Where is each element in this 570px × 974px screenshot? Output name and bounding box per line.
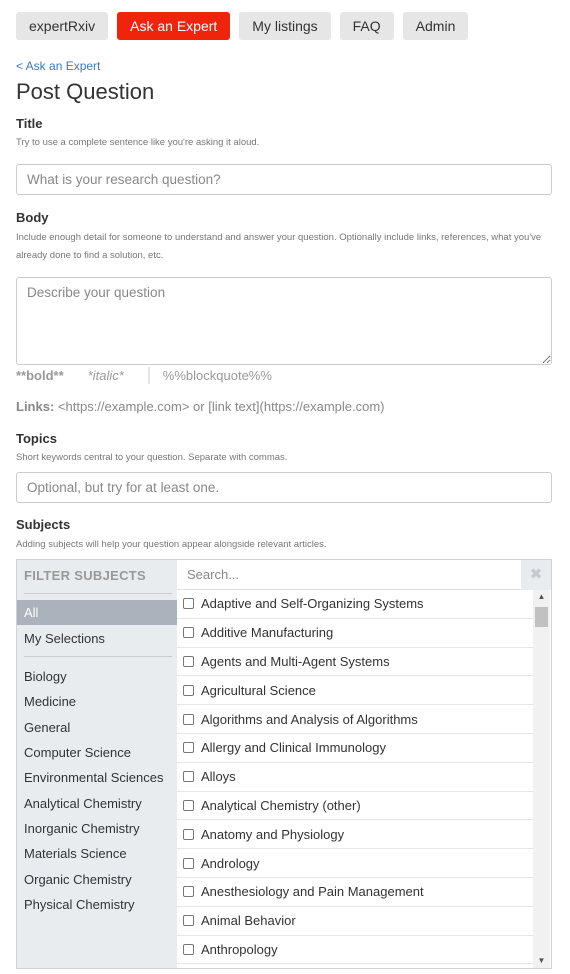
topics-input[interactable] <box>16 472 552 503</box>
subject-option-label: Agents and Multi-Agent Systems <box>201 653 390 669</box>
title-help: Try to use a complete sentence like you're asking it aloud. <box>16 137 260 148</box>
body-textarea[interactable] <box>16 277 552 365</box>
category-item[interactable]: Environmental Sciences <box>24 770 164 785</box>
clear-search-icon[interactable]: ✖ <box>521 560 551 590</box>
links-hint-text: <https://example.com> or [link text](https://example.com) <box>57 399 385 414</box>
title-input[interactable] <box>16 164 552 195</box>
filter-divider <box>24 656 172 657</box>
category-item[interactable]: Organic Chemistry <box>24 872 132 887</box>
subject-checkbox[interactable] <box>183 627 194 638</box>
subject-list <box>177 590 533 964</box>
subject-checkbox[interactable] <box>183 829 194 840</box>
subject-option-label: Alloys <box>201 769 236 785</box>
category-item[interactable]: Computer Science <box>24 745 131 760</box>
subject-checkbox[interactable] <box>183 742 194 753</box>
italic-hint: *italic* <box>87 368 124 383</box>
subject-list-pane <box>177 560 551 968</box>
body-label: Body <box>16 210 49 225</box>
category-item[interactable]: Materials Science <box>24 846 127 861</box>
subject-option[interactable] <box>177 878 533 907</box>
filter-divider <box>24 593 172 594</box>
subject-option-label: Anesthesiology and Pain Management <box>201 884 424 900</box>
nav-expertrxiv-button[interactable]: expertRxiv <box>16 12 108 40</box>
title-label: Title <box>16 116 43 131</box>
category-item[interactable]: Analytical Chemistry <box>24 796 142 811</box>
subject-option[interactable] <box>177 792 533 821</box>
subject-option[interactable] <box>177 936 533 965</box>
subjects-label: Subjects <box>16 517 71 532</box>
subject-filter-sidebar <box>17 560 177 968</box>
filter-all[interactable]: All <box>17 600 177 625</box>
subject-checkbox[interactable] <box>183 685 194 696</box>
subject-option-label: Anatomy and Physiology <box>201 826 345 842</box>
subject-picker <box>16 559 552 969</box>
category-item[interactable]: Physical Chemistry <box>24 897 135 912</box>
category-item[interactable]: Medicine <box>24 694 77 709</box>
subject-option[interactable] <box>177 705 533 734</box>
subject-option-label: Agricultural Science <box>201 682 316 698</box>
category-item[interactable]: Biology <box>24 669 67 684</box>
subject-checkbox[interactable] <box>183 915 194 926</box>
subject-option[interactable] <box>177 619 533 648</box>
subject-checkbox[interactable] <box>183 598 194 609</box>
subject-option-label: Adaptive and Self-Organizing Systems <box>201 596 424 612</box>
links-hint-label: Links: <box>16 399 55 414</box>
subject-checkbox[interactable] <box>183 944 194 955</box>
nav-ask-an-expert-button[interactable]: Ask an Expert <box>117 12 230 40</box>
bold-hint: **bold** <box>16 368 64 383</box>
subject-option[interactable] <box>177 820 533 849</box>
topics-help: Short keywords central to your question. Separate with commas. <box>16 452 288 463</box>
subject-search-input[interactable] <box>177 560 521 590</box>
subject-option-label: Algorithms and Analysis of Algorithms <box>201 711 418 727</box>
subject-option[interactable] <box>177 676 533 705</box>
body-help: Include enough detail for someone to understand and answer your question. Optionally include links, references, what you've already done to find a solution, etc. <box>16 232 542 261</box>
subject-option-label: Anthropology <box>201 941 278 957</box>
subject-option[interactable] <box>177 648 533 677</box>
subject-checkbox[interactable] <box>183 656 194 667</box>
links-hint <box>16 399 385 414</box>
subjects-help: Adding subjects will help your question appear alongside relevant articles. <box>16 539 327 550</box>
format-hints <box>16 367 272 384</box>
category-item[interactable]: Inorganic Chemistry <box>24 821 140 836</box>
nav-admin-button[interactable]: Admin <box>403 12 469 40</box>
back-link[interactable]: < Ask an Expert <box>16 59 101 73</box>
scroll-up-arrow-icon[interactable]: ▲ <box>537 592 546 601</box>
subject-option-label: Andrology <box>201 855 260 871</box>
filter-subjects-heading: FILTER SUBJECTS <box>24 568 146 583</box>
subject-option-label: Animal Behavior <box>201 913 296 929</box>
topics-label: Topics <box>16 431 57 446</box>
subject-option-label: Additive Manufacturing <box>201 625 334 641</box>
format-divider <box>148 367 150 384</box>
subject-checkbox[interactable] <box>183 800 194 811</box>
top-nav <box>16 12 468 40</box>
subject-option[interactable] <box>177 763 533 792</box>
page-title: Post Question <box>16 79 155 104</box>
scrollbar-thumb[interactable] <box>535 607 548 627</box>
subject-option[interactable] <box>177 734 533 763</box>
category-item[interactable]: General <box>24 720 71 735</box>
filter-my-selections[interactable]: My Selections <box>24 631 105 646</box>
subject-checkbox[interactable] <box>183 858 194 869</box>
scroll-down-arrow-icon[interactable]: ▼ <box>537 956 546 965</box>
subject-option[interactable] <box>177 590 533 619</box>
subject-option-label: Analytical Chemistry (other) <box>201 797 361 813</box>
subject-list-scrollbar[interactable] <box>533 590 550 968</box>
subject-option[interactable] <box>177 907 533 936</box>
subject-checkbox[interactable] <box>183 771 194 782</box>
nav-my-listings-button[interactable]: My listings <box>239 12 330 40</box>
subject-checkbox[interactable] <box>183 886 194 897</box>
subject-option[interactable] <box>177 849 533 878</box>
blockquote-hint: %%blockquote%% <box>162 368 272 383</box>
nav-faq-button[interactable]: FAQ <box>340 12 394 40</box>
subject-option-label: Allergy and Clinical Immunology <box>201 740 386 756</box>
subject-checkbox[interactable] <box>183 714 194 725</box>
